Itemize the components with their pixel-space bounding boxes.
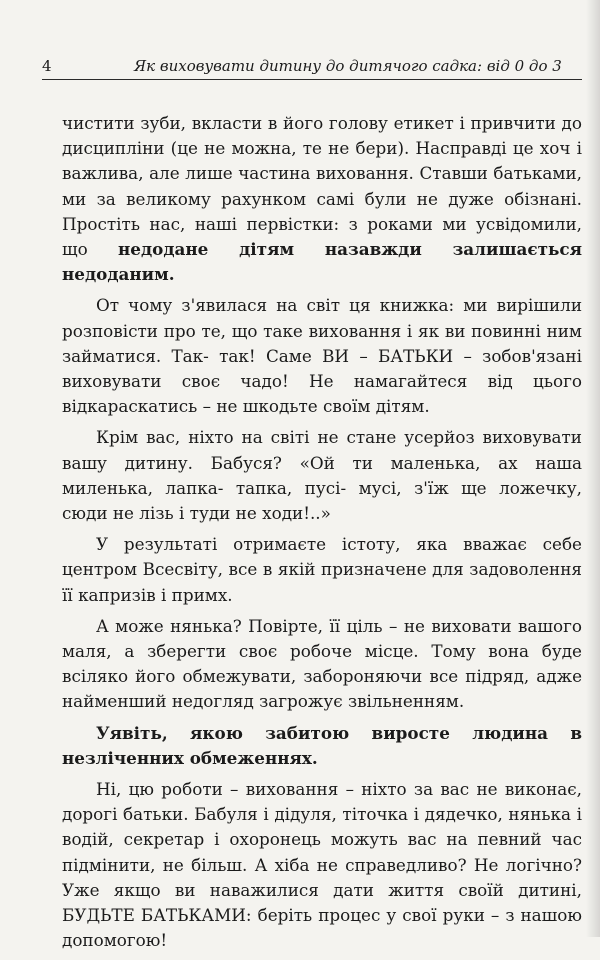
running-header xyxy=(42,57,582,80)
text-segment: Ні, цю роботи – виховання – ніхто за вас не виконає, дорогі батьки. Бабуля і дідуля, тіточка і дядечко, нянька і водій, секретар і охоронець можуть вас на певний час підмінити, не більш. А хіба не справедливо? Не логічно? Уже якщо ви наважилися дати життя своїй дитині, БУДЬТЕ БАТЬКАМИ: беріть процес у свої руки – з нашою допомогою! xyxy=(62,779,582,951)
page-number: 4 xyxy=(42,57,52,75)
bold-text-segment: Уявіть, якою забитою виросте людина в незліченних обмеженнях. xyxy=(62,722,582,768)
bold-text-segment: недодане дітям назавжди залишається недоданим. xyxy=(62,239,582,285)
text-segment: А може нянька? Повірте, її ціль – не виховати вашого маля, а зберегти своє робоче місце. Тому вона буде всіляко його обмежувати, забороняючи все підряд, адже найменший недогляд загрожує звільненням. xyxy=(62,615,582,712)
text-segment: У результаті отримаєте істоту, яка вважає себе центром Всесвіту, все в якій призначене для задоволення її капризів і примх. xyxy=(62,534,582,605)
body-text xyxy=(62,111,582,960)
paragraph xyxy=(62,425,582,526)
text-segment: От чому з'явилася на світ ця книжка: ми вирішили розповісти про те, що таке виховання і як ви повинні ним займатися. Так- так! Саме ВИ – БАТЬКИ – зобов'язані виховувати своє чадо! Не намагайтеся від цього відкараскатись – не шкодьте своїм дітям. xyxy=(62,295,582,417)
paragraph xyxy=(62,293,582,419)
page-edge-shadow xyxy=(586,0,600,937)
paragraph xyxy=(62,614,582,715)
paragraph xyxy=(62,532,582,608)
text-segment: чистити зуби, вкласти в його голову етикет і привчити до дисципліни (це не можна, те не бери). Насправді це хоч і важлива, але лише частина виховання. Ставши батьками, ми за великому рахунком самі були не дуже обізнані. Простіть нас, наші первістки: з роками ми усвідомили, що xyxy=(62,113,582,260)
running-header-title: Як виховувати дитину до дитячого садка: від 0 до 3 xyxy=(134,57,562,75)
paragraph xyxy=(62,721,582,771)
paragraph xyxy=(62,777,582,953)
text-segment: Крім вас, ніхто на світі не стане усерйоз виховувати вашу дитину. Бабуся? «Ой ти маленька, ах наша миленька, лапка- тапка, пусі- мусі, з'їж ще ложечку, сюди не лізь і туди не ходи!..» xyxy=(62,427,582,524)
paragraph xyxy=(62,111,582,287)
